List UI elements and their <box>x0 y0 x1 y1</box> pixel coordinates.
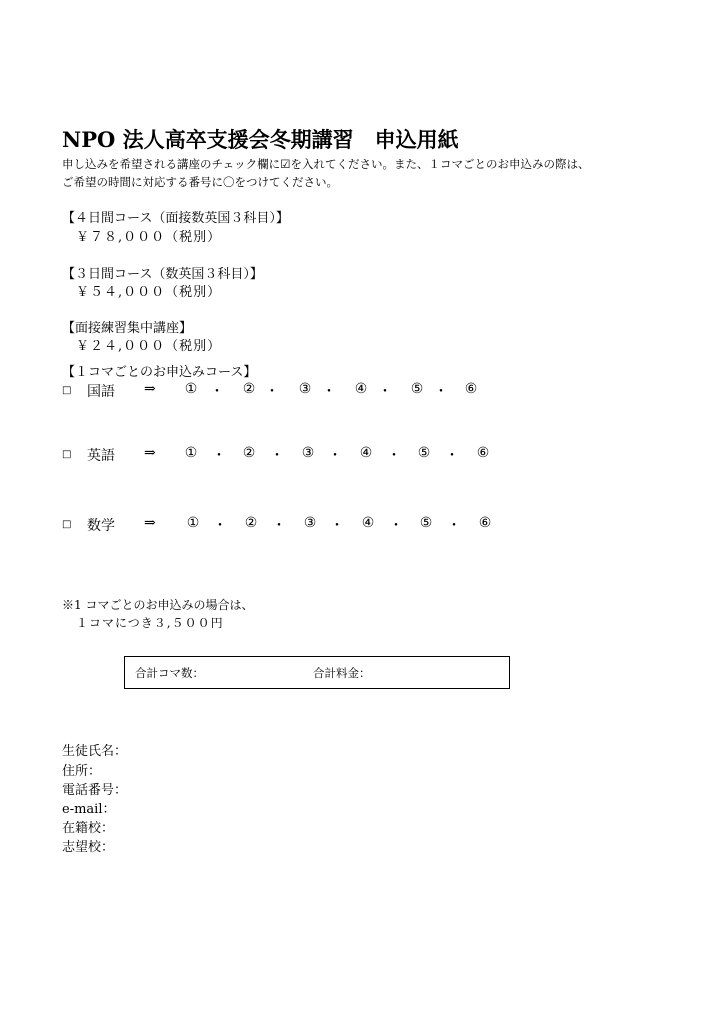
separator: ・ <box>265 384 279 400</box>
per-session-note-line-1: ※1 コマごとのお申込みの場合は、 <box>62 598 254 612</box>
field-email[interactable]: e-mail： <box>62 802 116 817</box>
course-3day-heading: 【３日間コース（数英国３科目）】 <box>62 267 263 282</box>
separator: ・ <box>322 384 336 400</box>
per-session-heading: 【１コマごとのお申込みコース】 <box>62 365 257 380</box>
subject-name: 英語 <box>87 448 115 464</box>
subject-checkbox[interactable]: □ <box>62 519 72 530</box>
separator: ・ <box>330 518 344 534</box>
field-phone[interactable]: 電話番号： <box>62 783 128 798</box>
slot-3[interactable]: ③ <box>301 445 315 461</box>
subject-name: 国語 <box>87 384 115 400</box>
field-current-school[interactable]: 在籍校： <box>62 821 115 836</box>
arrow-icon: ⇒ <box>144 515 156 531</box>
slot-6[interactable]: ⑥ <box>464 381 478 397</box>
total-fee-label: 合計料金： <box>313 666 371 680</box>
slot-1[interactable]: ① <box>184 381 198 397</box>
course-3day-price: ￥５４,０００（税別） <box>76 285 222 300</box>
slot-3[interactable]: ③ <box>298 381 312 397</box>
total-sessions-label: 合計コマ数： <box>135 666 204 680</box>
slot-2[interactable]: ② <box>244 515 258 531</box>
field-address[interactable]: 住所： <box>62 764 102 779</box>
field-target-school[interactable]: 志望校： <box>62 840 115 855</box>
arrow-icon: ⇒ <box>144 445 156 461</box>
separator: ・ <box>212 448 226 464</box>
course-interview-heading: 【面接練習集中講座】 <box>62 321 193 336</box>
course-4day-price: ￥７８,０００（税別） <box>76 230 222 245</box>
slot-5[interactable]: ⑤ <box>410 381 424 397</box>
intro-text-line-2: ご希望の時間に対応する番号に〇をつけてください。 <box>62 175 338 189</box>
subject-checkbox[interactable]: □ <box>62 385 72 396</box>
separator: ・ <box>328 448 342 464</box>
subject-row-english <box>62 445 522 465</box>
subject-checkbox[interactable]: □ <box>62 449 72 460</box>
separator: ・ <box>210 384 224 400</box>
totals-box <box>124 656 510 689</box>
separator: ・ <box>387 448 401 464</box>
separator: ・ <box>270 448 284 464</box>
slot-3[interactable]: ③ <box>303 515 317 531</box>
subject-row-math <box>62 515 522 535</box>
course-interview-price: ￥２４,０００（税別） <box>76 339 222 354</box>
slot-4[interactable]: ④ <box>354 381 368 397</box>
separator: ・ <box>445 448 459 464</box>
per-session-note-line-2: １コマにつき３,５００円 <box>76 616 224 630</box>
intro-text-line-1: 申し込みを希望される講座のチェック欄に☑を入れてください。また、１コマごとのお申込みの際は、 <box>62 157 590 171</box>
slot-5[interactable]: ⑤ <box>419 515 433 531</box>
slot-1[interactable]: ① <box>186 515 200 531</box>
slot-6[interactable]: ⑥ <box>476 445 490 461</box>
separator: ・ <box>434 384 448 400</box>
subject-row-japanese <box>62 381 522 401</box>
field-student-name[interactable]: 生徒氏名： <box>62 744 128 759</box>
separator: ・ <box>213 518 227 534</box>
separator: ・ <box>389 518 403 534</box>
subject-name: 数学 <box>87 518 115 534</box>
slot-1[interactable]: ① <box>184 445 198 461</box>
slot-2[interactable]: ② <box>242 381 256 397</box>
separator: ・ <box>447 518 461 534</box>
arrow-icon: ⇒ <box>144 381 156 397</box>
slot-6[interactable]: ⑥ <box>478 515 492 531</box>
separator: ・ <box>378 384 392 400</box>
page-title: NPO 法人高卒支援会冬期講習 申込用紙 <box>62 127 459 152</box>
slot-4[interactable]: ④ <box>361 515 375 531</box>
slot-4[interactable]: ④ <box>359 445 373 461</box>
course-4day-heading: 【４日間コース（面接数英国３科目）】 <box>62 211 289 226</box>
separator: ・ <box>272 518 286 534</box>
slot-2[interactable]: ② <box>242 445 256 461</box>
slot-5[interactable]: ⑤ <box>417 445 431 461</box>
